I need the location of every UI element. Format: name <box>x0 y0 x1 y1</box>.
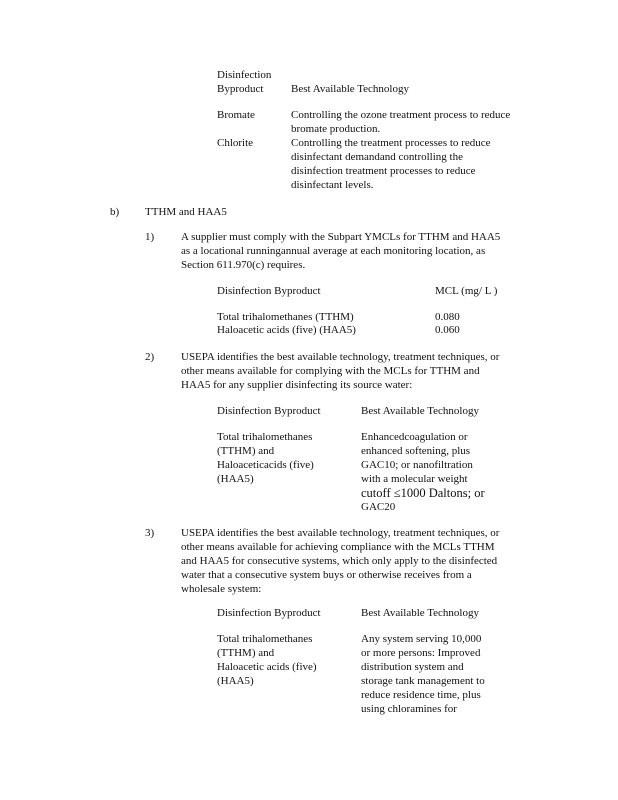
top-table-row-technology <box>291 108 510 136</box>
byproduct-line: (HAA5) <box>217 473 254 485</box>
top-table-header-byproduct <box>217 68 271 96</box>
item-2-number: 2) <box>145 351 155 363</box>
item-2-table-header-technology: Best Available Technology <box>361 405 479 417</box>
technology-line: disinfectant levels. <box>291 179 374 191</box>
technology-line: cutoff ≤1000 Daltons; or <box>361 486 485 500</box>
byproduct-line: (TTHM) and <box>217 445 275 457</box>
paragraph-line: other means available for complying with the MCLs for TTHM and <box>181 365 480 377</box>
technology-line: bromate production. <box>291 123 381 135</box>
paragraph-line: A supplier must comply with the Subpart YMCLs for TTHM and HAA5 <box>181 231 501 243</box>
section-b-label: b) <box>110 206 120 218</box>
top-table-row-technology <box>291 136 490 192</box>
paragraph-line: and HAA5 for consecutive systems, which only apply to the disinfected <box>181 555 498 567</box>
technology-line: reduce residence time, plus <box>361 689 481 701</box>
byproduct-line: (HAA5) <box>217 675 254 687</box>
technology-line: or more persons: Improved <box>361 647 481 659</box>
technology-line: Enhancedcoagulation or <box>361 431 468 443</box>
item-3-paragraph <box>181 526 499 596</box>
paragraph-line: USEPA identifies the best available technology, treatment techniques, or <box>181 351 500 363</box>
item-1-table-row-mcl: 0.080 <box>435 311 460 323</box>
paragraph-line: wholesale system: <box>181 583 262 595</box>
item-1-table-header-byproduct: Disinfection Byproduct <box>217 285 321 297</box>
technology-line: Controlling the treatment processes to reduce <box>291 137 491 149</box>
paragraph-line: as a locational runningannual average at each monitoring location, as <box>181 245 486 257</box>
paragraph-line: HAA5 for any supplier disinfecting its source water: <box>181 379 413 391</box>
item-3-table-byproduct <box>217 632 317 688</box>
item-1-table-header-mcl: MCL (mg/ L ) <box>435 285 498 297</box>
technology-line: with a molecular weight <box>361 473 468 485</box>
item-3-table-header-technology: Best Available Technology <box>361 607 479 619</box>
item-1-table-row-mcl: 0.060 <box>435 324 460 336</box>
top-table-row-byproduct: Bromate <box>217 109 255 121</box>
technology-line: GAC20 <box>361 501 396 513</box>
byproduct-line: Haloacetic acids (five) <box>217 661 317 673</box>
technology-line: Controlling the ozone treatment process to reduce <box>291 109 511 121</box>
paragraph-line: USEPA identifies the best available technology, treatment techniques, or <box>181 527 500 539</box>
item-1-paragraph <box>181 230 500 272</box>
byproduct-line: Haloaceticacids (five) <box>217 459 314 471</box>
item-1-table-row-byproduct: Total trihalomethanes (TTHM) <box>217 311 354 323</box>
header-line: Disinfection <box>217 69 272 81</box>
item-2-table-technology <box>361 430 485 514</box>
section-b-title: TTHM and HAA5 <box>145 206 227 218</box>
item-2-paragraph <box>181 350 499 392</box>
byproduct-line: Total trihalomethanes <box>217 431 313 443</box>
item-1-table-row-byproduct: Haloacetic acids (five) (HAA5) <box>217 324 356 336</box>
byproduct-line: Total trihalomethanes <box>217 633 313 645</box>
technology-line: disinfection treatment processes to reduce <box>291 165 476 177</box>
technology-line: distribution system and <box>361 661 464 673</box>
top-table-row-byproduct: Chlorite <box>217 137 254 149</box>
item-3-table-technology <box>361 632 485 716</box>
item-2-table-header-byproduct: Disinfection Byproduct <box>217 405 321 417</box>
item-3-number: 3) <box>145 527 155 539</box>
technology-line: enhanced softening, plus <box>361 445 471 457</box>
byproduct-line: (TTHM) and <box>217 647 275 659</box>
header-line: Byproduct <box>217 83 264 95</box>
paragraph-line: water that a consecutive system buys or otherwise receives from a <box>181 569 472 581</box>
technology-line: storage tank management to <box>361 675 485 687</box>
technology-line: Any system serving 10,000 <box>361 633 482 645</box>
item-3-table-header-byproduct: Disinfection Byproduct <box>217 607 321 619</box>
item-1-number: 1) <box>145 231 155 243</box>
technology-line: using chloramines for <box>361 703 457 715</box>
paragraph-line: Section 611.970(c) requires. <box>181 259 306 271</box>
technology-line: GAC10; or nanofiltration <box>361 459 473 471</box>
paragraph-line: other means available for achieving compliance with the MCLs TTHM <box>181 541 495 553</box>
item-2-table-byproduct <box>217 430 314 486</box>
top-table-header-technology: Best Available Technology <box>291 83 409 95</box>
technology-line: disinfectant demandand controlling the <box>291 151 463 163</box>
